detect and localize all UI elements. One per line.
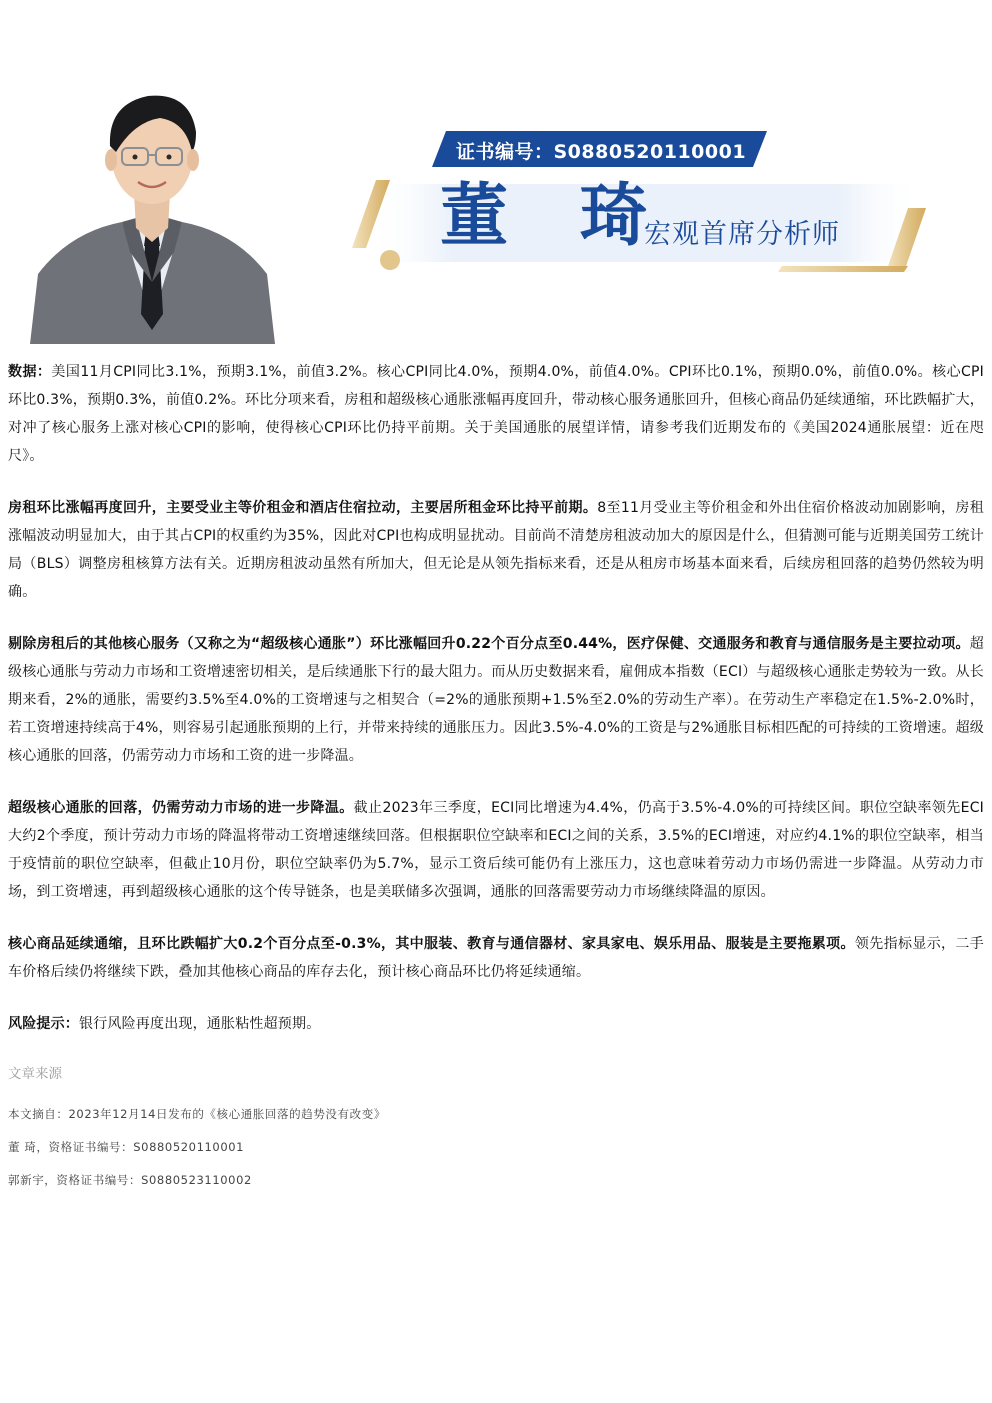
analyst-portrait	[30, 82, 275, 344]
paragraph-text: 美国11月CPI同比3.1%，预期3.1%，前值3.2%。核心CPI同比4.0%，预期4.0%，前值4.0%。CPI环比0.1%，预期0.0%，前值0.0%。核心CPI环比0.3%，预期0.3%，前值0.2%。环比分项来看，房租和超级核心通胀涨幅再度回升，带动核心服务通胀回升，但核心商品仍延续通缩，环比跌幅扩大，对冲了核心服务上涨对核心CPI的影响，使得核心CPI环比仍持平前期。关于美国通胀的展望详情，请参考我们近期发布的《美国2024通胀展望：近在咫尺》。	[8, 364, 984, 464]
paragraph-risk	[8, 1010, 984, 1038]
paragraph-lead: 剔除房租后的其他核心服务（又称之为“超级核心通胀”）环比涨幅回升0.22个百分点至0.44%，医疗保健、交通服务和教育与通信服务是主要拉动项。	[8, 636, 970, 652]
article-body	[8, 358, 984, 1062]
certificate-tag	[432, 131, 767, 167]
source-title: 文章来源	[8, 1066, 62, 1082]
paragraph-text: 超级核心通胀与劳动力市场和工资增速密切相关，是后续通胀下行的最大阻力。而从历史数据来看，雇佣成本指数（ECI）与超级核心通胀走势较为一致。从长期来看，2%的通胀，需要约3.5%至4.0%的工资增速与之相契合（=2%的通胀预期+1.5%至2.0%的劳动生产率）。在劳动生产率稳定在1.5%-2.0%时，若工资增速持续高于4%，则容易引起通胀预期的上行，并带来持续的通胀压力。因此3.5%-4.0%的工资是与2%通胀目标相匹配的可持续的工资增速。超级核心通胀的回落，仍需劳动力市场和工资的进一步降温。	[8, 636, 984, 764]
paragraph-core-goods	[8, 930, 984, 986]
name-band	[352, 178, 932, 278]
paragraph-text: 8至11月受业主等价租金和外出住宿价格波动加剧影响，房租涨幅波动明显加大，由于其占CPI的权重约为35%，因此对CPI也构成明显扰动。目前尚不清楚房租波动加大的原因是什么，但猜测可能与近期美国劳工统计局（BLS）调整房租核算方法有关。近期房租波动虽然有所加大，但无论是从领先指标来看，还是从租房市场基本面来看，后续房租回落的趋势仍然较为明确。	[8, 500, 984, 600]
paragraph-rent	[8, 494, 984, 606]
certificate-number: 证书编号：S0880520110001	[456, 141, 747, 163]
paragraph-lead: 核心商品延续通缩，且环比跌幅扩大0.2个百分点至-0.3%，其中服装、教育与通信器材、家具家电、娱乐用品、服装是主要拖累项。	[8, 936, 855, 952]
paragraph-supercore	[8, 630, 984, 770]
paragraph-text: 银行风险再度出现，通胀粘性超预期。	[79, 1016, 321, 1032]
paragraph-lead: 数据：	[8, 364, 52, 380]
source-line-author-1: 董 琦，资格证书编号：S0880520110001	[8, 1140, 245, 1154]
paragraph-lead: 房租环比涨幅再度回升，主要受业主等价租金和酒店住宿拉动，主要居所租金环比持平前期。	[8, 500, 598, 516]
source-line-author-2: 郭新宇，资格证书编号：S0880523110002	[8, 1173, 252, 1187]
article-source	[8, 1064, 984, 1205]
source-line-excerpt: 本文摘自：2023年12月14日发布的《核心通胀回落的趋势没有改变》	[8, 1107, 386, 1121]
analyst-name: 董 琦	[440, 176, 672, 256]
paragraph-text: 截止2023年三季度，ECI同比增速为4.4%，仍高于3.5%-4.0%的可持续区间。职位空缺率领先ECI大约2个季度，预计劳动力市场的降温将带动工资增速继续回落。但根据职位空缺率和ECI之间的关系，3.5%的ECI增速，对应约4.1%的职位空缺率，相当于疫情前的职位空缺率，但截止10月份，职位空缺率仍为5.7%，显示工资后续可能仍有上涨压力，这也意味着劳动力市场仍需进一步降温。从劳动力市场，到工资增速，再到超级核心通胀的这个传导链条，也是美联储多次强调，通胀的回落需要劳动力市场继续降温的原因。	[8, 800, 984, 900]
paragraph-lead: 风险提示：	[8, 1016, 79, 1032]
paragraph-labor-market	[8, 794, 984, 906]
paragraph-text: 领先指标显示，二手车价格后续仍将继续下跌，叠加其他核心商品的库存去化，预计核心商品环比仍将延续通缩。	[8, 936, 984, 980]
paragraph-data	[8, 358, 984, 470]
analyst-title: 宏观首席分析师	[644, 219, 840, 250]
analyst-banner	[0, 0, 992, 345]
paragraph-lead: 超级核心通胀的回落，仍需劳动力市场的进一步降温。	[8, 800, 354, 816]
analyst-photo-illustration	[30, 82, 275, 344]
